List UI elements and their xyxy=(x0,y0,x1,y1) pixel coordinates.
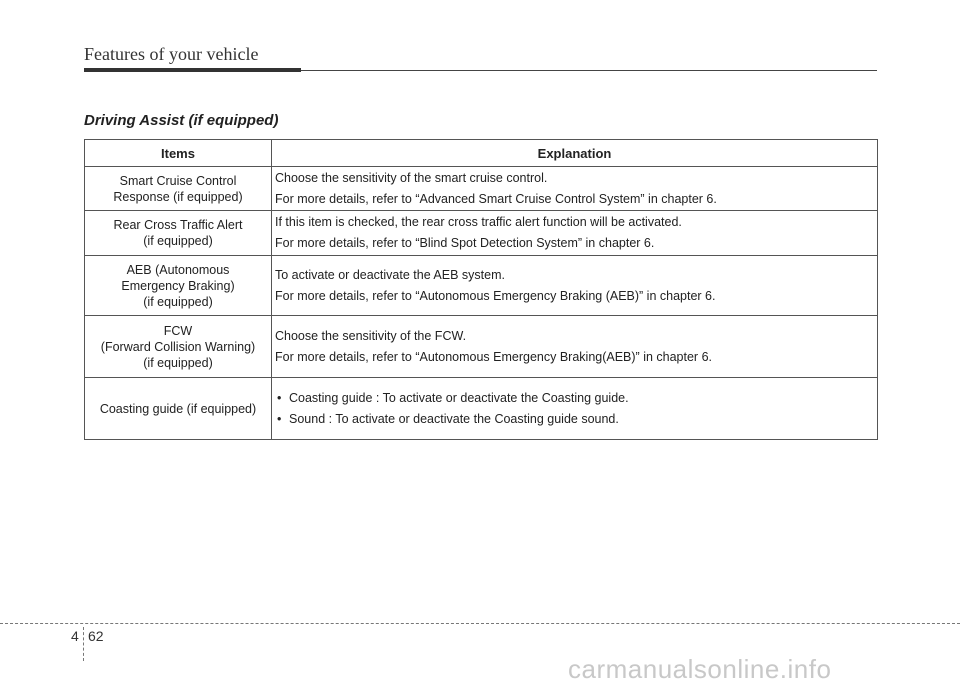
item-line: AEB (Autonomous xyxy=(126,262,230,277)
explanation-line: For more details, refer to “Advanced Smart Cruise Control System” in chapter 6. xyxy=(275,191,717,206)
explanation-line: If this item is checked, the rear cross traffic alert function will be activated. xyxy=(275,215,682,229)
table-header-row xyxy=(85,140,878,167)
driving-assist-table xyxy=(84,139,878,440)
section-title: Driving Assist (if equipped) xyxy=(84,112,279,129)
explanation-cell xyxy=(272,256,878,316)
item-line: Smart Cruise Control xyxy=(119,173,237,188)
explanation-line: For more details, refer to “Autonomous Emergency Braking (AEB)” in chapter 6. xyxy=(275,288,716,303)
explanation-line: Choose the sensitivity of the FCW. xyxy=(275,328,467,343)
item-line: (Forward Collision Warning) xyxy=(100,339,256,354)
item-line: Response (if equipped) xyxy=(113,189,243,204)
table-row xyxy=(85,256,878,316)
item-line: (if equipped) xyxy=(143,234,213,248)
table-row xyxy=(85,167,878,211)
bullet-icon: • xyxy=(277,411,282,426)
bullet-item xyxy=(275,388,877,409)
item-line: (if equipped) xyxy=(143,294,213,309)
explanation-line: Choose the sensitivity of the smart cruise control. xyxy=(275,170,548,185)
table-row xyxy=(85,316,878,378)
explanation-line: For more details, refer to “Blind Spot Detection System” in chapter 6. xyxy=(275,236,655,250)
chapter-number: 4 xyxy=(71,628,79,644)
column-header-explanation: Explanation xyxy=(272,140,878,167)
bullet-text: Sound : To activate or deactivate the Coasting guide sound. xyxy=(289,411,619,426)
bullet-text: Coasting guide : To activate or deactivate the Coasting guide. xyxy=(289,390,629,405)
footer-divider xyxy=(0,623,960,624)
header-rule-accent xyxy=(84,68,301,72)
explanation-cell xyxy=(272,378,878,440)
item-line: (if equipped) xyxy=(143,355,213,370)
table-row xyxy=(85,211,878,256)
explanation-line: To activate or deactivate the AEB system. xyxy=(275,267,505,282)
explanation-cell xyxy=(272,211,878,256)
page-header-title: Features of your vehicle xyxy=(84,44,259,64)
bullet-item xyxy=(275,409,877,430)
item-cell xyxy=(85,256,272,316)
column-header-items: Items xyxy=(85,140,272,167)
footer-page-separator xyxy=(83,627,84,661)
page-number: 62 xyxy=(88,628,104,644)
item-line: Coasting guide (if equipped) xyxy=(99,401,257,416)
bullet-icon: • xyxy=(277,390,282,405)
table-row xyxy=(85,378,878,440)
item-cell xyxy=(85,378,272,440)
explanation-line: For more details, refer to “Autonomous Emergency Braking(AEB)” in chapter 6. xyxy=(275,349,712,364)
item-cell xyxy=(85,211,272,256)
explanation-cell xyxy=(272,167,878,211)
item-cell xyxy=(85,167,272,211)
explanation-cell xyxy=(272,316,878,378)
watermark-text: carmanualsonline.info xyxy=(568,654,832,684)
item-line: FCW xyxy=(163,323,193,338)
item-cell xyxy=(85,316,272,378)
item-line: Emergency Braking) xyxy=(121,278,235,293)
item-line: Rear Cross Traffic Alert xyxy=(113,218,243,232)
